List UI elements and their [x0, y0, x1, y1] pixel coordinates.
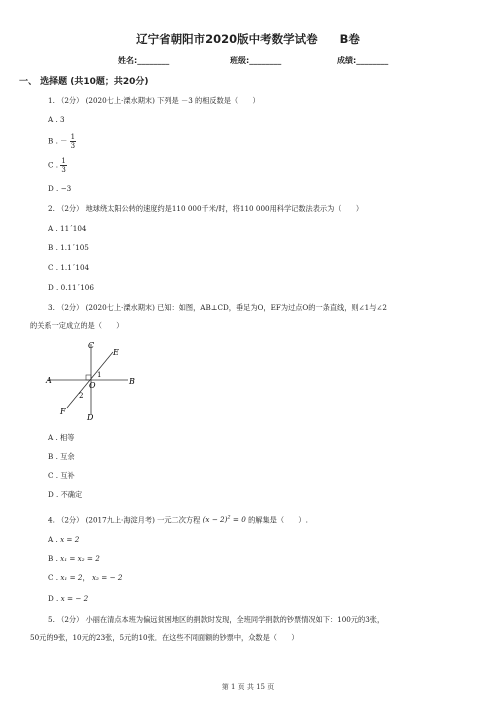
option-b-prefix: B . [48, 554, 58, 563]
question-4-option-a [48, 535, 79, 544]
equation-rhs: = 0 [230, 515, 246, 525]
option-c-prefix: C . [48, 160, 59, 170]
fraction-numerator: 1 [70, 133, 76, 141]
equation-exponent: 2 [227, 515, 231, 521]
label-o: O [89, 381, 96, 390]
class-field: 班级:________ [230, 56, 282, 65]
option-d-prefix: D . [48, 594, 59, 603]
question-4-stem [48, 515, 308, 525]
question-1-option-a: A . 3 [48, 115, 65, 124]
angle-1-label: 1 [97, 371, 102, 379]
question-1-option-d: D . −3 [48, 184, 72, 193]
label-b: B [129, 377, 135, 386]
option-a-prefix: A . [48, 535, 58, 544]
section-heading: 一、 选择题 (共10题；共20分) [19, 77, 149, 87]
option-c-math-2: x₂ = − 2 [91, 573, 123, 582]
equation [203, 515, 246, 524]
option-c-math-1: x₁ = 2 [60, 573, 83, 582]
label-f: F [60, 407, 66, 416]
label-c: C [88, 341, 95, 350]
angle-2-label: 2 [79, 392, 84, 400]
option-d-math: x = − 2 [60, 594, 89, 603]
option-c-prefix: C . [48, 573, 59, 582]
question-1-option-b [48, 133, 76, 150]
question-3-option-b: B . 互余 [48, 452, 75, 461]
page-footer: 第 1 页 共 15 页 [221, 683, 275, 691]
name-field: 姓名:________ [118, 56, 170, 65]
fraction [60, 157, 66, 174]
question-1-option-c [48, 157, 67, 174]
option-b-math: x₁ = x₂ = 2 [60, 554, 100, 563]
question-3-stem-line1: 3. （2分） (2020七上·溧水期末) 已知：如图，AB⊥CD，垂足为O，EF为过点O的一条直线，则∠1与∠2 [48, 303, 387, 312]
option-c-separator: ， [82, 573, 90, 582]
document-title [0, 31, 496, 47]
question-5-stem-line2: 50元的9张，10元的23张，5元的10张．在这些不同面额的钞票中，众数是（ ） [30, 633, 299, 642]
question-4-option-c [48, 573, 122, 583]
fraction-numerator: 1 [61, 157, 66, 165]
fraction-denominator: 3 [61, 166, 66, 174]
score-field: 成绩:________ [337, 56, 389, 65]
question-3-stem-line2: 的关系一定成立的是（ ） [30, 321, 124, 330]
geometry-figure [40, 338, 150, 422]
option-b-prefix: B . － [48, 136, 68, 146]
equation-base: (x − 2) [202, 515, 228, 525]
fraction-denominator: 3 [70, 142, 76, 150]
question-4-suffix: 的解集是（ ）. [248, 515, 308, 525]
question-2-option-a: A . 11´104 [48, 224, 87, 233]
question-4-prefix: 4. （2分） (2017九上·海淀月考) 一元二次方程 [48, 515, 201, 525]
question-2-option-c: C . 1.1´104 [48, 263, 90, 272]
version-text: B卷 [339, 32, 360, 46]
question-2-stem: 2. （2分） 地球绕太阳公转的速度约是110 000千米/时，将110 000用科学记数法表示为（ ） [48, 204, 364, 213]
question-3-option-d: D . 不确定 [48, 490, 83, 499]
question-5-stem-line1: 5. （2分） 小丽在清点本班为偏远贫困地区的捐款时发现，全班同学捐款的钞票情况如下：100元的3张， [48, 615, 385, 624]
question-2-option-d: D . 0.11´106 [48, 283, 94, 292]
title-text: 辽宁省朝阳市2020版中考数学试卷 [136, 32, 318, 46]
label-d: D [87, 413, 94, 422]
question-2-option-b: B . 1.1´105 [48, 243, 89, 252]
label-a: A [46, 376, 52, 385]
question-1-stem: 1. （2分） (2020七上·溧水期末) 下列是 －3 的相反数是（ ） [48, 96, 260, 105]
fraction [70, 133, 76, 150]
question-3-option-c: C . 互补 [48, 471, 75, 480]
question-4-option-b [48, 554, 100, 563]
option-a-math: x = 2 [60, 535, 80, 544]
label-e: E [113, 348, 119, 357]
question-4-option-d [48, 594, 88, 603]
question-3-option-a: A . 相等 [48, 433, 75, 442]
